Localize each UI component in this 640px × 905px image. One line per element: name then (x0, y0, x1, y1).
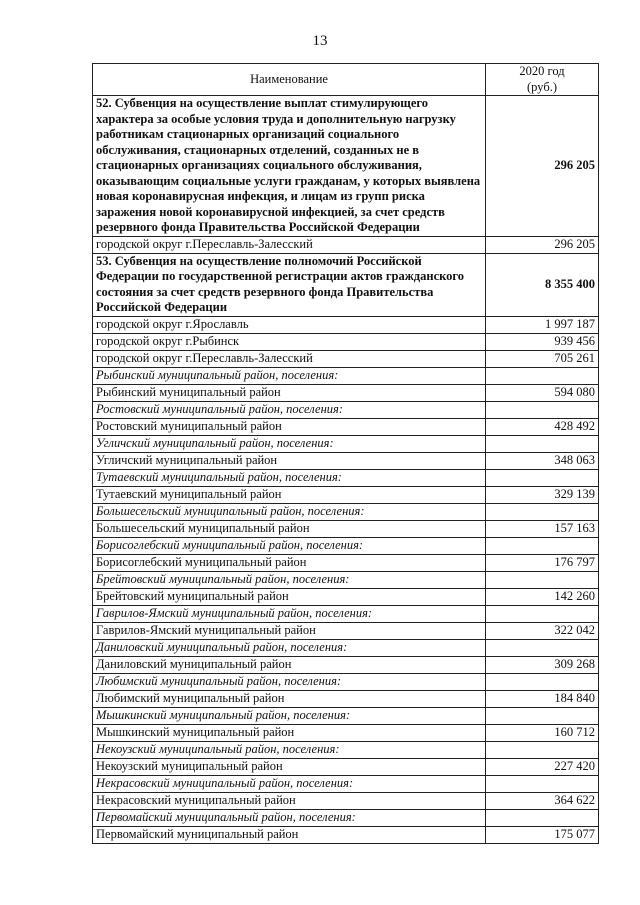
header-amount (486, 64, 599, 96)
district-heading-row (93, 673, 599, 690)
row-amount: 364 622 (486, 792, 599, 809)
district-heading: Ростовский муниципальный район, поселения: (93, 401, 486, 418)
row-amount (486, 605, 599, 622)
district-heading: Мышкинский муниципальный район, поселения: (93, 707, 486, 724)
district-heading: Большесельский муниципальный район, поселения: (93, 503, 486, 520)
table-row (93, 333, 599, 350)
row-amount: 594 080 (486, 384, 599, 401)
district-heading-row (93, 571, 599, 588)
table-row (93, 758, 599, 775)
row-name: Гаврилов-Ямский муниципальный район (93, 622, 486, 639)
district-heading-row (93, 367, 599, 384)
row-amount: 157 163 (486, 520, 599, 537)
row-amount: 142 260 (486, 588, 599, 605)
district-heading: Любимский муниципальный район, поселения: (93, 673, 486, 690)
row-name: городской округ г.Переславль-Залесский (93, 350, 486, 367)
row-amount: 175 077 (486, 826, 599, 843)
district-heading-row (93, 469, 599, 486)
table-row (93, 418, 599, 435)
row-amount (486, 367, 599, 384)
row-name: городской округ г.Переславль-Залесский (93, 236, 486, 253)
table-row (93, 554, 599, 571)
district-heading-row (93, 605, 599, 622)
row-amount: 1 997 187 (486, 316, 599, 333)
header-amount-year: 2020 год (519, 64, 565, 78)
district-heading-row (93, 435, 599, 452)
section-amount: 8 355 400 (486, 253, 599, 316)
row-name: Первомайский муниципальный район (93, 826, 486, 843)
row-amount: 329 139 (486, 486, 599, 503)
row-name: Большесельский муниципальный район (93, 520, 486, 537)
table-row (93, 316, 599, 333)
district-heading-row (93, 741, 599, 758)
district-heading-row (93, 639, 599, 656)
table-header-row (93, 64, 599, 96)
row-amount (486, 707, 599, 724)
table-row (93, 622, 599, 639)
district-heading: Некрасовский муниципальный район, поселения: (93, 775, 486, 792)
row-name: Некрасовский муниципальный район (93, 792, 486, 809)
row-amount (486, 469, 599, 486)
row-amount: 296 205 (486, 236, 599, 253)
row-amount: 227 420 (486, 758, 599, 775)
row-amount (486, 571, 599, 588)
row-amount (486, 435, 599, 452)
district-heading-row (93, 775, 599, 792)
header-name: Наименование (93, 64, 486, 96)
district-heading: Рыбинский муниципальный район, поселения: (93, 367, 486, 384)
row-name: Ростовский муниципальный район (93, 418, 486, 435)
row-amount: 939 456 (486, 333, 599, 350)
page-number: 13 (312, 33, 328, 49)
row-amount: 160 712 (486, 724, 599, 741)
row-name: Тутаевский муниципальный район (93, 486, 486, 503)
district-heading: Некоузский муниципальный район, поселения: (93, 741, 486, 758)
row-amount: 322 042 (486, 622, 599, 639)
subsidy-table (92, 63, 599, 844)
section-amount: 296 205 (486, 96, 599, 237)
row-amount (486, 809, 599, 826)
row-name: Угличский муниципальный район (93, 452, 486, 469)
table-row (93, 826, 599, 843)
district-heading: Угличский муниципальный район, поселения: (93, 435, 486, 452)
row-amount: 309 268 (486, 656, 599, 673)
table-row (93, 236, 599, 253)
district-heading: Борисоглебский муниципальный район, поселения: (93, 537, 486, 554)
row-amount (486, 401, 599, 418)
row-amount (486, 639, 599, 656)
table-row (93, 520, 599, 537)
table-row (93, 588, 599, 605)
table-row (93, 452, 599, 469)
row-amount: 184 840 (486, 690, 599, 707)
table-row (93, 656, 599, 673)
district-heading: Первомайский муниципальный район, поселения: (93, 809, 486, 826)
table-row (93, 384, 599, 401)
table-body (93, 96, 599, 844)
section-row (93, 253, 599, 316)
row-name: Борисоглебский муниципальный район (93, 554, 486, 571)
header-amount-unit: (руб.) (527, 79, 557, 94)
district-heading: Тутаевский муниципальный район, поселения: (93, 469, 486, 486)
district-heading-row (93, 401, 599, 418)
section-row (93, 96, 599, 237)
row-amount (486, 775, 599, 792)
table-row (93, 486, 599, 503)
row-amount (486, 537, 599, 554)
district-heading: Брейтовский муниципальный район, поселения: (93, 571, 486, 588)
district-heading-row (93, 707, 599, 724)
table-row (93, 350, 599, 367)
row-name: Даниловский муниципальный район (93, 656, 486, 673)
row-amount: 705 261 (486, 350, 599, 367)
row-name: Мышкинский муниципальный район (93, 724, 486, 741)
row-name: Рыбинский муниципальный район (93, 384, 486, 401)
section-title: 53. Субвенция на осуществление полномочий Российской Федерации по государственной регистрации актов гражданского состояния за счет средств резервного фонда Правительства Российской Федерации (93, 253, 486, 316)
row-amount: 428 492 (486, 418, 599, 435)
row-name: Любимский муниципальный район (93, 690, 486, 707)
row-name: Некоузский муниципальный район (93, 758, 486, 775)
row-name: Брейтовский муниципальный район (93, 588, 486, 605)
district-heading-row (93, 537, 599, 554)
row-amount (486, 741, 599, 758)
table-row (93, 724, 599, 741)
row-name: городской округ г.Рыбинск (93, 333, 486, 350)
row-amount (486, 673, 599, 690)
district-heading-row (93, 503, 599, 520)
table-row (93, 792, 599, 809)
district-heading-row (93, 809, 599, 826)
row-amount: 348 063 (486, 452, 599, 469)
row-amount (486, 503, 599, 520)
table-row (93, 690, 599, 707)
district-heading: Даниловский муниципальный район, поселения: (93, 639, 486, 656)
district-heading: Гаврилов-Ямский муниципальный район, поселения: (93, 605, 486, 622)
row-name: городской округ г.Ярославль (93, 316, 486, 333)
section-title: 52. Субвенция на осуществление выплат стимулирующего характера за особые условия труда и дополнительную нагрузку работникам стационарных организаций социального обслуживания, стационарных отделений, созданных не в стационарных организациях социального обслуживания, оказывающим социальные услуги гражданам, у которых выявлена новая коронавирусная инфекция, и лицам из групп риска заражения новой коронавирусной инфекцией, за счет средств резервного фонда Правительства Российской Федерации (93, 96, 486, 237)
row-amount: 176 797 (486, 554, 599, 571)
